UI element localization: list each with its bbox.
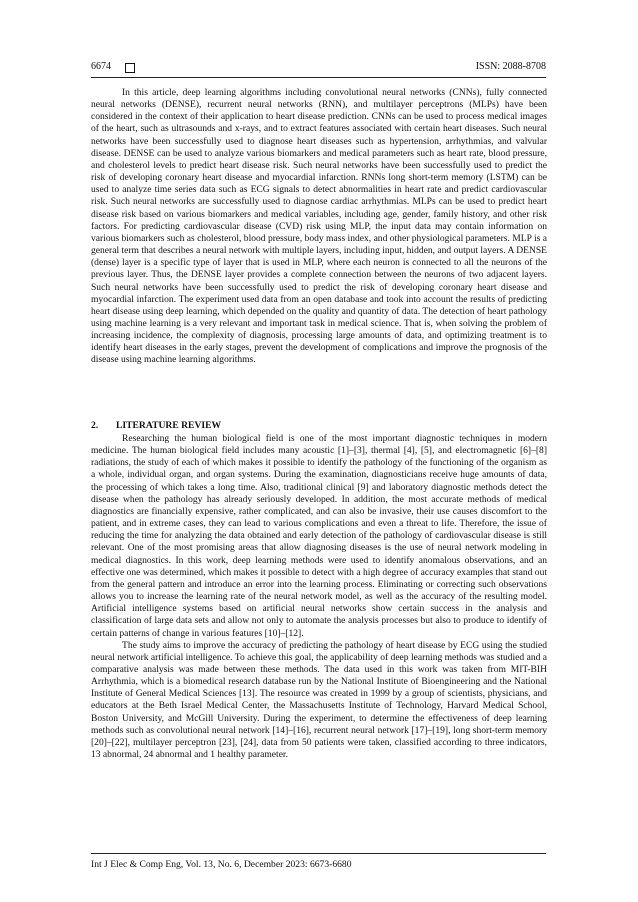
- square-box-icon: [125, 63, 135, 73]
- intro-paragraph: In this article, deep learning algorithms including convolutional neural networks (CNNs), fully connected neural networks (DENSE), recurrent neural networks (RNN), and multilayer perceptrons (MLPs) have been considered in the context of their application to heart disease prediction. CNNs can be used to process medical images of the heart, such as ultrasounds and x-rays, and to extract features associated with certain heart diseases. Such neural networks have been successfully used to diagnose heart diseases such as hypertension, arrhythmias, and valvular disease. DENSE can be used to analyze various biomarkers and medical parameters such as heart rate, blood pressure, and cholesterol levels to predict heart disease risk. Such neural networks have been successfully used to predict the risk of developing coronary heart disease and myocardial infarction. RNNs long short-term memory (LSTM) can be used to analyze time series data such as ECG signals to detect abnormalities in heart rate and predict cardiovascular risk. Such neural networks are successfully used to diagnose cardiac arrhythmias. MLPs can be used to predict heart disease risk based on various biomarkers and medical variables, including age, gender, family history, and other risk factors. For predicting cardiovascular disease (CVD) risk using MLP, the input data may contain information on various biomarkers such as cholesterol, blood pressure, body mass index, and other physiological parameters. MLP is a general term that describes a neural network with multiple layers, including input, hidden, and output layers. A DENSE (dense) layer is a specific type of layer that is used in MLP, where each neuron is connected to all the neurons of the previous layer. Thus, the DENSE layer provides a complete connection between the neurons of two adjacent layers. Such neural networks have been successfully used to predict the risk of developing coronary heart disease and myocardial infarction. The experiment used data from an open database and took into account the results of predicting heart disease using deep learning, which depended on the quality and quantity of data. The detection of heart pathology using machine learning is a very relevant and important task in medical science. That is, when solving the problem of increasing incidence, the complexity of diagnosis, processing large amounts of data, and optimizing treatment is to identify heart diseases in the early stages, prevent the development of complications and improve the prognosis of the disease using machine learning algorithms.: [91, 87, 547, 366]
- section-title: LITERATURE REVIEW: [116, 420, 222, 431]
- page-number: 6674: [91, 61, 111, 72]
- page-header: [91, 59, 546, 75]
- section-heading: [91, 420, 221, 432]
- literature-paragraph-1: Researching the human biological field is one of the most important diagnostic techniques in modern medicine. The human biological field includes many acoustic [1]–[3], thermal [4], [5], and electromagnetic [6]–[8] radiations, the study of each of which makes it possible to identify the pathology of the functioning of the organism as a whole, individual organ, and organ systems. During the examination, diagnosticians receive huge amounts of data, the processing of which takes a long time. Also, traditional clinical [9] and laboratory diagnostic methods detect the disease when the pathology has already seriously developed. In addition, the most accurate methods of medical diagnostics are financially expensive, rather complicated, and can also be invasive, their use causes discomfort to the patient, and in extreme cases, they can lead to various complications and even a threat to life. Therefore, the issue of reducing the time for analyzing the data obtained and early detection of the pathology of cardiovascular disease is still relevant. One of the most promising areas that allow diagnosing diseases is the use of neural network modeling in medical diagnostics. In this work, deep learning methods were used to identify anomalous observations, and an effective one was determined, which makes it possible to detect with a high degree of accuracy examples that stand out from the general pattern and introduce an error into the learning process. Eliminating or correcting such observations allows you to increase the learning rate of the neural network model, as well as the accuracy of the resulting model. Artificial intelligence systems based on artificial neural networks show certain success in the analysis and classification of large data sets and allow not only to automate the analysis processes but also to produce to identify of certain patterns of change in various features [10]–[12].: [91, 433, 547, 639]
- literature-review-body: [91, 433, 547, 761]
- intro-section: [91, 87, 547, 367]
- header-rule: [91, 77, 546, 78]
- journal-issn: ISSN: 2088-8708: [475, 61, 546, 72]
- footer-citation: Int J Elec & Comp Eng, Vol. 13, No. 6, December 2023: 6673-6680: [91, 859, 352, 870]
- literature-paragraph-2: The study aims to improve the accuracy of predicting the pathology of heart disease by ECG using the studied neural network artificial intelligence. To achieve this goal, the applicability of deep learning methods was studied and a comparative analysis was made between these methods. The data used in this work was taken from MIT-BIH Arrhythmia, which is a biomedical research database run by the National Institute of Bioengineering and the National Institute of General Medical Sciences [13]. The resource was created in 1999 by a group of scientists, physicians, and educators at the Beth Israel Medical Center, the Massachusetts Institute of Technology, Harvard Medical School, Boston University, and McGill University. During the experiment, to determine the effectiveness of deep learning methods such as convolutional neural network [14]–[16], recurrent neural network [17]–[19], long short-term memory [20]–[22], multilayer perceptron [23], [24], data from 50 patients were taken, classified according to three indicators, 13 abnormal, 24 abnormal and 1 healthy parameter.: [91, 639, 547, 761]
- section-number: 2.: [91, 420, 99, 431]
- footer-rule: [91, 853, 546, 854]
- header-left: [91, 59, 135, 75]
